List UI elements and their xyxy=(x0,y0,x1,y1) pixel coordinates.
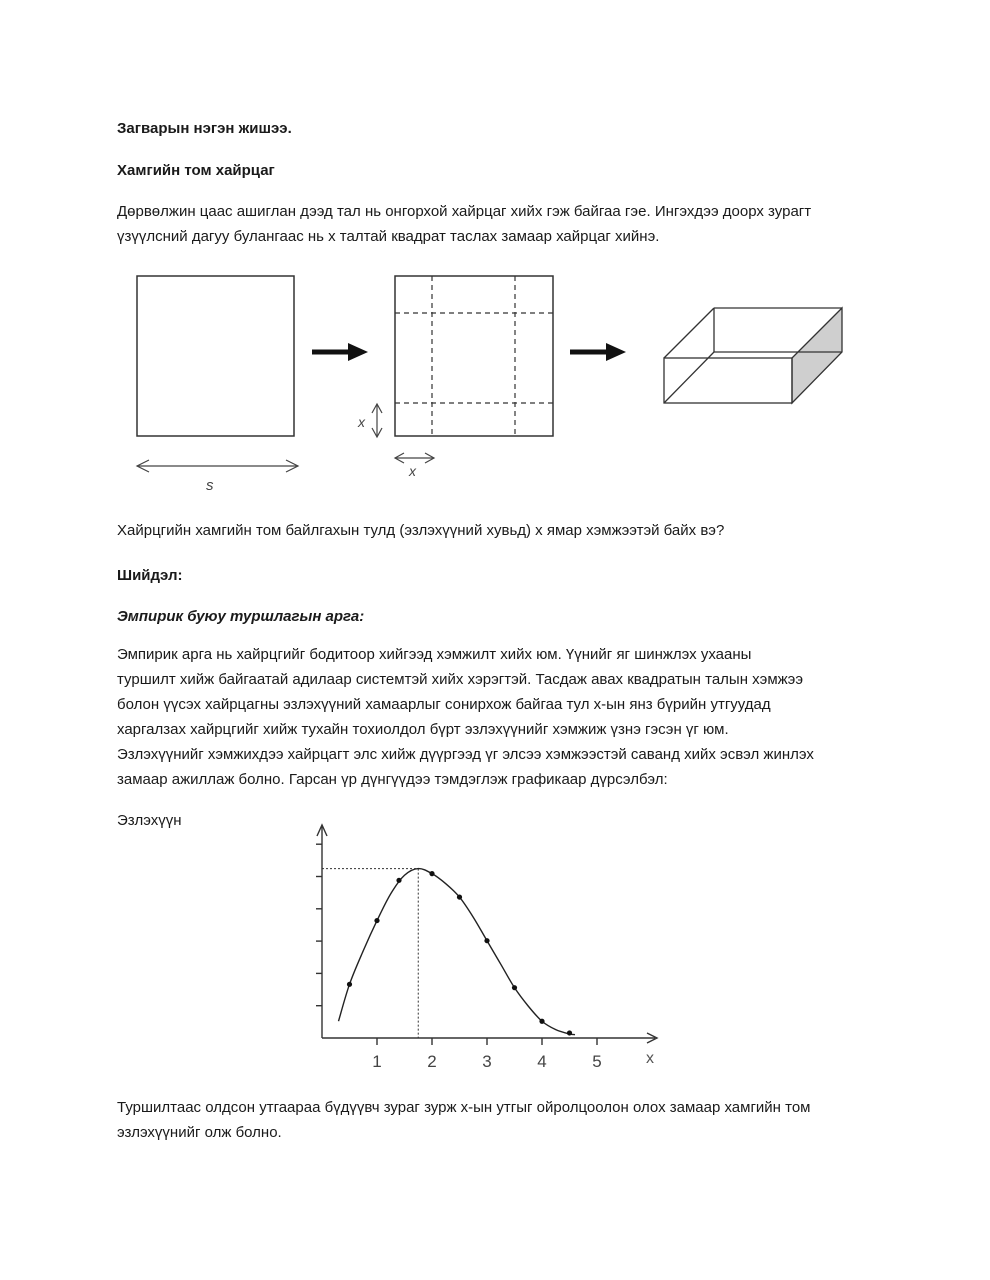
conclusion-paragraph xyxy=(117,1095,887,1145)
heading-example: Загварын нэгэн жишээ. xyxy=(117,120,292,137)
label-x-horizontal: x xyxy=(409,463,416,479)
data-point xyxy=(457,894,462,899)
method-heading: Эмпирик буюу туршлагын арга: xyxy=(117,608,365,625)
open-box xyxy=(664,308,842,403)
conclusion-line: Туршилтаас олдсон утгаараа бүдүүвч зураг зурж x-ын утгыг ойролцоолон олох замаар хамгийн том xyxy=(117,1099,811,1116)
data-point xyxy=(484,938,489,943)
x-tick-label: 2 xyxy=(427,1052,437,1071)
x-axis-label: x xyxy=(646,1050,654,1067)
x-vertical-arrow xyxy=(372,404,382,437)
method-paragraph xyxy=(117,642,887,792)
intro-paragraph xyxy=(117,199,887,249)
data-point xyxy=(429,871,434,876)
x-tick-label: 1 xyxy=(372,1052,382,1071)
box-construction-figure xyxy=(120,268,860,498)
x-tick-label: 4 xyxy=(537,1052,547,1071)
conclusion-line: эзлэхүүнийг олж болно. xyxy=(117,1124,282,1141)
label-x-vertical: x xyxy=(358,414,365,430)
label-s: s xyxy=(206,477,214,494)
method-line: Эмпирик арга нь хайрцгийг бодитоор хийгээд хэмжилт хийх юм. Үүнийг яг шинжлэх ухааны xyxy=(117,646,752,663)
method-line: туршилт хийж байгаатай адилаар системтэй хийх хэрэгтэй. Тасдаж авах квадратын талын хэмжээ xyxy=(117,671,803,688)
method-line: Эзлэхүүнийг хэмжихдээ хайрцагт элс хийж дүүргээд үг элсээ хэмжээстэй саванд хийх эсвэл жинлэх xyxy=(117,746,814,763)
s-dimension-arrow xyxy=(137,460,298,472)
intro-line: Дөрвөлжин цаас ашиглан дээд тал нь онгорхой хайрцаг хийх гэж байгаа гэе. Ингэхдээ доорх зурагт xyxy=(117,203,812,220)
right-arrow-icon xyxy=(312,343,368,361)
volume-label: Эзлэхүүн xyxy=(117,812,182,829)
method-line: харгалзах хайрцгийг хийж тухайн тохиолдол бүрт эзлэхүүнийг хэмжиж үзнэ гэсэн үг юм. xyxy=(117,721,729,738)
intro-line: үзүүлсний дагуу булангаас нь x талтай квадрат таслах замаар хайрцаг хийнэ. xyxy=(117,228,660,245)
fitted-curve xyxy=(339,869,576,1035)
data-point xyxy=(539,1019,544,1024)
method-line: замаар ажиллаж болно. Гарсан үр дүнгүүдээ тэмдэглэж графикаар дүрсэлбэл: xyxy=(117,771,668,788)
cut-sheet xyxy=(395,276,553,436)
x-tick-label: 3 xyxy=(482,1052,492,1071)
data-point xyxy=(567,1030,572,1035)
method-line: болон үүсэх хайрцагны эзлэхүүний хамаарлыг сонирхож байгаа тул x-ын янз бүрийн утгуудад xyxy=(117,696,771,713)
question-text: Хайрцгийн хамгийн том байлгахын тулд (эзлэхүүний хувьд) x ямар хэмжээтэй байх вэ? xyxy=(117,522,725,539)
data-point xyxy=(347,982,352,987)
x-horizontal-arrow xyxy=(395,453,434,463)
data-point xyxy=(396,878,401,883)
fold-lines xyxy=(395,276,553,436)
data-point xyxy=(512,985,517,990)
volume-chart xyxy=(300,818,680,1080)
x-tick-label: 5 xyxy=(592,1052,602,1071)
data-point xyxy=(374,918,379,923)
right-arrow-icon xyxy=(570,343,626,361)
paper-sheet xyxy=(137,276,294,436)
heading-box: Хамгийн том хайрцаг xyxy=(117,162,275,179)
solution-heading: Шийдэл: xyxy=(117,567,183,584)
